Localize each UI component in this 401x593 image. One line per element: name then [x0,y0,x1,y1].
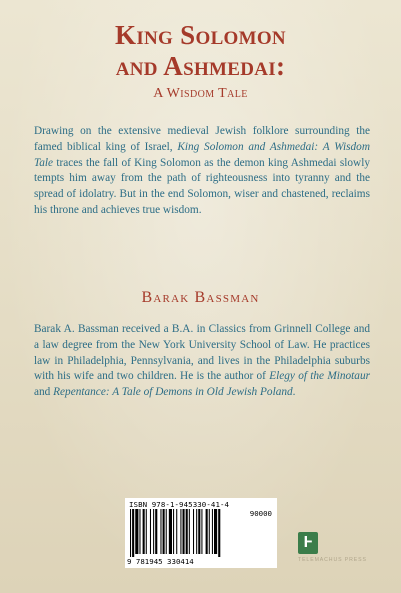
isbn-number: ISBN 978-1-945330-41-4 [129,500,230,509]
ean-number: 9 781945 330414 [127,557,194,566]
bio-text-and: and [34,386,54,399]
book-title-line-1: King Solomon [115,20,286,50]
barcode-bars [130,509,274,557]
price-code: 90000 [249,509,272,518]
author-heading: Barak Bassman [141,289,260,306]
book-title-line-2: and Ashmedai: [115,51,286,81]
description-text-2: traces the fall of King Solomon as the demon king Ashmedai slowly tempts him away from the path of righteousness into tyranny and the spread of idolatry. But in the end Solomon, wiser and chastened, reclaims his throne and achieves true wisdom. [34,156,370,216]
isbn-barcode [125,498,277,568]
book-subtitle: A Wisdom Tale [153,86,248,101]
bio-text-1: Barak A. Bassman received a B.A. in Classics from Grinnell College and a law degree from the New York University School of Law. He practices law in Philadelphia, Pennsylvania, and lives in the Philadelphia suburbs with his wife and two children. He is the author of [34,323,370,383]
publisher-name: TELEMACHUS PRESS [298,557,367,563]
description-text-1: Drawing on the extensive medieval Jewish folklore surrounding the famed biblical king of Israel, [34,125,370,153]
tp-monogram-icon: Ⱶ [303,534,313,551]
author-bio [34,322,370,401]
bio-book-title-1: Elegy of the Minotaur [269,370,370,383]
bio-book-title-2: Repentance: A Tale of Demons in Old Jewish Poland [53,386,293,399]
description-book-title: King Solomon and Ashmedai: A Wisdom Tale [34,140,370,169]
book-description [34,124,370,219]
publisher-logo-icon [298,532,318,554]
bio-text-end: . [292,386,296,399]
